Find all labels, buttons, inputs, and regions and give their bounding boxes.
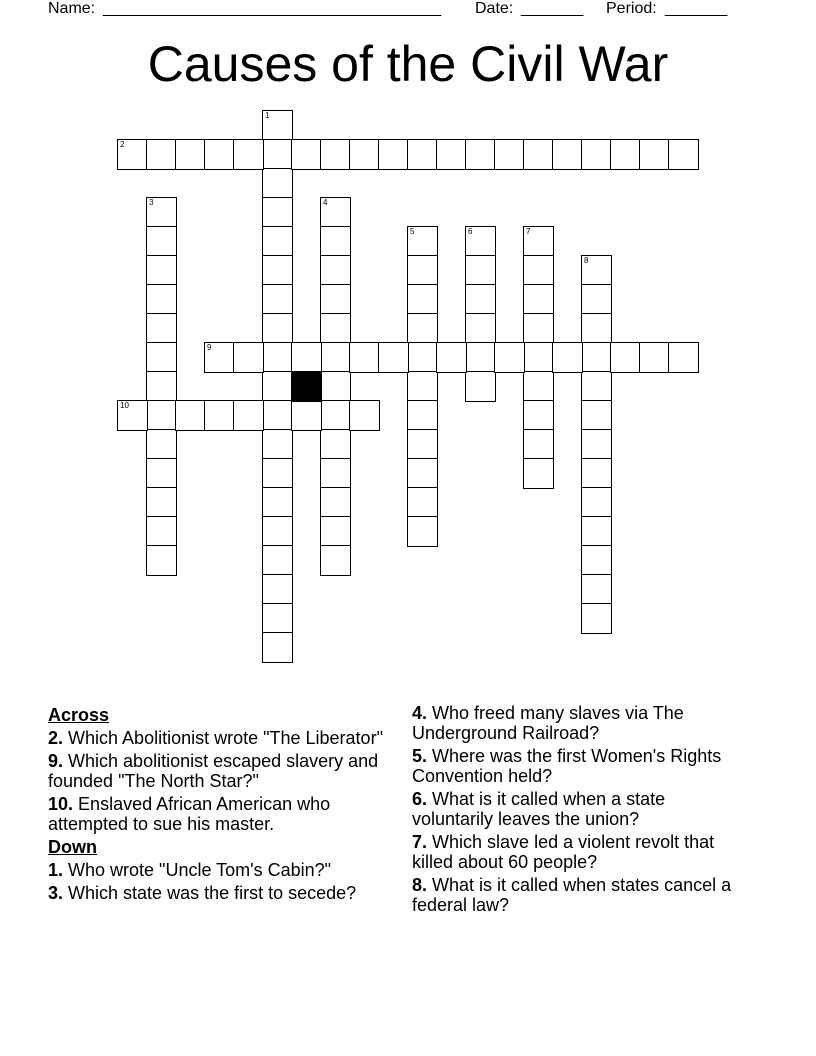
crossword-cell[interactable] bbox=[262, 139, 293, 170]
crossword-cell[interactable] bbox=[262, 284, 293, 315]
crossword-cell[interactable] bbox=[523, 429, 554, 460]
crossword-cell[interactable] bbox=[581, 313, 612, 344]
clue-number: 6. bbox=[412, 789, 428, 809]
crossword-cell[interactable] bbox=[320, 313, 351, 344]
crossword-cell[interactable] bbox=[146, 313, 177, 344]
crossword-cell[interactable] bbox=[262, 603, 293, 634]
clue-text: Which Abolitionist wrote "The Liberator" bbox=[68, 728, 383, 748]
crossword-cell[interactable] bbox=[523, 226, 554, 257]
crossword-cell[interactable] bbox=[320, 545, 351, 576]
crossword-cell[interactable] bbox=[320, 429, 351, 460]
crossword-cell[interactable] bbox=[378, 139, 409, 170]
crossword-cell[interactable] bbox=[581, 574, 612, 605]
crossword-cell[interactable] bbox=[291, 139, 322, 170]
clue-number: 4. bbox=[412, 703, 428, 723]
crossword-cell[interactable] bbox=[262, 342, 293, 373]
clue-down-7 bbox=[412, 832, 742, 872]
crossword-cell[interactable] bbox=[581, 603, 612, 634]
crossword-cell[interactable] bbox=[262, 255, 293, 286]
crossword-cell[interactable] bbox=[349, 400, 380, 431]
crossword-cell[interactable] bbox=[581, 342, 612, 373]
black-cell bbox=[291, 371, 322, 402]
crossword-cell[interactable] bbox=[262, 168, 293, 199]
crossword-cell[interactable] bbox=[494, 342, 525, 373]
crossword-cell[interactable] bbox=[407, 429, 438, 460]
down-clue-list-left bbox=[48, 860, 408, 903]
crossword-cell[interactable] bbox=[146, 371, 177, 402]
clue-number: 10. bbox=[48, 794, 74, 814]
crossword-cell[interactable] bbox=[581, 400, 612, 431]
crossword-cell[interactable] bbox=[320, 139, 351, 170]
crossword-cell[interactable] bbox=[233, 342, 264, 373]
crossword-cell[interactable] bbox=[581, 487, 612, 518]
crossword-cell[interactable] bbox=[320, 226, 351, 257]
clue-text: Who wrote "Uncle Tom's Cabin?" bbox=[68, 860, 332, 880]
crossword-cell[interactable] bbox=[465, 313, 496, 344]
name-label: Name: bbox=[48, 0, 96, 17]
crossword-cell[interactable] bbox=[552, 139, 583, 170]
clue-number: 2. bbox=[48, 728, 64, 748]
crossword-cell[interactable] bbox=[320, 371, 351, 402]
crossword-cell[interactable] bbox=[523, 342, 554, 373]
crossword-cell[interactable] bbox=[233, 139, 264, 170]
crossword-cell[interactable] bbox=[175, 139, 206, 170]
clue-down-8 bbox=[412, 875, 742, 915]
crossword-cell[interactable] bbox=[436, 139, 467, 170]
crossword-cell[interactable] bbox=[668, 139, 699, 170]
crossword-cell[interactable] bbox=[262, 487, 293, 518]
clue-down-5 bbox=[412, 746, 742, 786]
crossword-cell[interactable] bbox=[204, 139, 235, 170]
crossword-cell[interactable] bbox=[204, 342, 235, 373]
crossword-cell[interactable] bbox=[262, 458, 293, 489]
clue-number-label: 7 bbox=[526, 227, 531, 236]
clue-down-3 bbox=[48, 883, 408, 903]
crossword-cell[interactable] bbox=[465, 371, 496, 402]
crossword-cell[interactable] bbox=[407, 400, 438, 431]
clue-number-label: 5 bbox=[410, 227, 415, 236]
crossword-cell[interactable] bbox=[581, 429, 612, 460]
crossword-cell[interactable] bbox=[465, 342, 496, 373]
clue-number: 8. bbox=[412, 875, 428, 895]
crossword-cell[interactable] bbox=[523, 458, 554, 489]
crossword-cell[interactable] bbox=[262, 574, 293, 605]
clue-number-label: 8 bbox=[584, 256, 589, 265]
clue-number-label: 10 bbox=[120, 401, 129, 410]
crossword-cell[interactable] bbox=[407, 516, 438, 547]
crossword-cell[interactable] bbox=[523, 313, 554, 344]
period-field[interactable]: _______ bbox=[665, 0, 728, 17]
crossword-cell[interactable] bbox=[349, 139, 380, 170]
crossword-cell[interactable] bbox=[407, 342, 438, 373]
crossword-cell[interactable] bbox=[262, 516, 293, 547]
clue-number: 9. bbox=[48, 751, 64, 771]
crossword-cell[interactable] bbox=[262, 400, 293, 431]
crossword-cell[interactable] bbox=[262, 371, 293, 402]
crossword-cell[interactable] bbox=[581, 516, 612, 547]
crossword-cell[interactable] bbox=[523, 284, 554, 315]
crossword-cell[interactable] bbox=[291, 342, 322, 373]
clue-number-label: 9 bbox=[207, 343, 212, 352]
clue-text: Enslaved African American who attempted to sue his master. bbox=[48, 794, 331, 834]
clue-text: What is it called when a state voluntarily leaves the union? bbox=[412, 789, 666, 829]
clues-right-column bbox=[412, 703, 742, 918]
crossword-cell[interactable] bbox=[146, 197, 177, 228]
crossword-cell[interactable] bbox=[204, 400, 235, 431]
crossword-cell[interactable] bbox=[581, 545, 612, 576]
crossword-cell[interactable] bbox=[523, 139, 554, 170]
clue-number-label: 3 bbox=[149, 198, 154, 207]
crossword-cell[interactable] bbox=[320, 400, 351, 431]
clue-text: Which state was the first to secede? bbox=[68, 883, 357, 903]
crossword-cell[interactable] bbox=[523, 400, 554, 431]
crossword-cell[interactable] bbox=[610, 139, 641, 170]
crossword-cell[interactable] bbox=[262, 632, 293, 663]
clue-text: What is it called when states cancel a federal law? bbox=[412, 875, 732, 915]
clue-across-2 bbox=[48, 728, 408, 748]
clues-left-column bbox=[48, 703, 408, 906]
crossword-cell[interactable] bbox=[117, 400, 148, 431]
crossword-cell[interactable] bbox=[146, 516, 177, 547]
crossword-cell[interactable] bbox=[291, 400, 322, 431]
clue-number-label: 4 bbox=[323, 198, 328, 207]
crossword-cell[interactable] bbox=[407, 226, 438, 257]
clue-number: 1. bbox=[48, 860, 64, 880]
crossword-cell[interactable] bbox=[465, 284, 496, 315]
crossword-cell[interactable] bbox=[581, 139, 612, 170]
crossword-cell[interactable] bbox=[146, 255, 177, 286]
across-clue-list bbox=[48, 728, 408, 834]
crossword-cell[interactable] bbox=[639, 139, 670, 170]
crossword-cell[interactable] bbox=[639, 342, 670, 373]
crossword-cell[interactable] bbox=[407, 284, 438, 315]
clue-number: 3. bbox=[48, 883, 64, 903]
crossword-cell[interactable] bbox=[407, 371, 438, 402]
clue-across-10 bbox=[48, 794, 408, 834]
crossword-cell[interactable] bbox=[349, 342, 380, 373]
crossword-cell[interactable] bbox=[581, 371, 612, 402]
crossword-cell[interactable] bbox=[146, 429, 177, 460]
clue-down-6 bbox=[412, 789, 742, 829]
crossword-cell[interactable] bbox=[146, 458, 177, 489]
crossword-cell[interactable] bbox=[552, 342, 583, 373]
crossword-cell[interactable] bbox=[465, 226, 496, 257]
crossword-cell[interactable] bbox=[320, 284, 351, 315]
clue-text: Which abolitionist escaped slavery and founded "The North Star?" bbox=[48, 751, 379, 791]
crossword-cell[interactable] bbox=[320, 487, 351, 518]
clue-down-4 bbox=[412, 703, 742, 743]
crossword-cell[interactable] bbox=[523, 255, 554, 286]
across-heading: Across bbox=[48, 705, 110, 725]
page-title: Causes of the Civil War bbox=[147, 36, 669, 92]
crossword-cell[interactable] bbox=[407, 458, 438, 489]
period-label: Period: bbox=[606, 0, 657, 17]
crossword-cell[interactable] bbox=[610, 342, 641, 373]
clue-across-9 bbox=[48, 751, 408, 791]
down-heading: Down bbox=[48, 837, 97, 857]
crossword-cell[interactable] bbox=[436, 342, 467, 373]
clue-text: Where was the first Women's Rights Convention held? bbox=[412, 746, 722, 786]
crossword-cell[interactable] bbox=[262, 197, 293, 228]
crossword-cell[interactable] bbox=[146, 342, 177, 373]
date-label: Date: bbox=[475, 0, 514, 17]
crossword-cell[interactable] bbox=[668, 342, 699, 373]
crossword-cell[interactable] bbox=[175, 400, 206, 431]
name-field[interactable]: ______________________________________ bbox=[103, 0, 442, 17]
crossword-cell[interactable] bbox=[262, 545, 293, 576]
crossword-cell[interactable] bbox=[407, 139, 438, 170]
crossword-cell[interactable] bbox=[233, 400, 264, 431]
crossword-cell[interactable] bbox=[465, 255, 496, 286]
crossword-cell[interactable] bbox=[146, 226, 177, 257]
clue-number: 7. bbox=[412, 832, 428, 852]
crossword-cell[interactable] bbox=[262, 226, 293, 257]
crossword-cell[interactable] bbox=[407, 255, 438, 286]
crossword-cell[interactable] bbox=[407, 313, 438, 344]
crossword-cell[interactable] bbox=[262, 110, 293, 141]
crossword-cell[interactable] bbox=[146, 400, 177, 431]
crossword-cell[interactable] bbox=[146, 139, 177, 170]
crossword-cell[interactable] bbox=[581, 284, 612, 315]
crossword-cell[interactable] bbox=[320, 255, 351, 286]
crossword-cell[interactable] bbox=[320, 516, 351, 547]
date-field[interactable]: _______ bbox=[521, 0, 584, 17]
crossword-cell[interactable] bbox=[581, 458, 612, 489]
crossword-cell[interactable] bbox=[262, 313, 293, 344]
clue-number-label: 1 bbox=[265, 111, 270, 120]
clue-text: Which slave led a violent revolt that killed about 60 people? bbox=[412, 832, 715, 872]
crossword-cell[interactable] bbox=[320, 342, 351, 373]
crossword-cell[interactable] bbox=[581, 255, 612, 286]
clue-number-label: 6 bbox=[468, 227, 473, 236]
crossword-cell[interactable] bbox=[320, 458, 351, 489]
clue-down-1 bbox=[48, 860, 408, 880]
crossword-cell[interactable] bbox=[262, 429, 293, 460]
crossword-cell[interactable] bbox=[523, 371, 554, 402]
clue-text: Who freed many slaves via The Underground Railroad? bbox=[412, 703, 684, 743]
crossword-cell[interactable] bbox=[494, 139, 525, 170]
crossword-cell[interactable] bbox=[146, 487, 177, 518]
crossword-cell[interactable] bbox=[320, 197, 351, 228]
crossword-cell[interactable] bbox=[407, 487, 438, 518]
clue-number: 5. bbox=[412, 746, 428, 766]
crossword-cell[interactable] bbox=[378, 342, 409, 373]
crossword-cell[interactable] bbox=[146, 545, 177, 576]
crossword-cell[interactable] bbox=[146, 284, 177, 315]
clue-number-label: 2 bbox=[120, 140, 125, 149]
crossword-cell[interactable] bbox=[465, 139, 496, 170]
crossword-cell[interactable] bbox=[117, 139, 148, 170]
